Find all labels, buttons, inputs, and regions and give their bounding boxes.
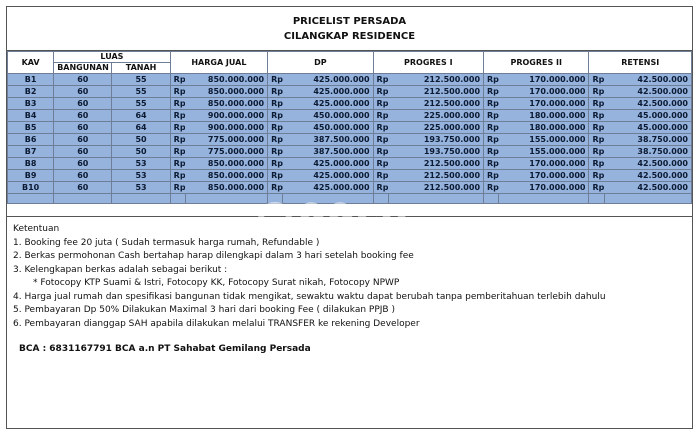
- cell-dp: 425.000.000: [283, 182, 373, 194]
- cell-progres-2: 170.000.000: [499, 98, 589, 110]
- pricelist-sheet: [6, 6, 693, 429]
- table-body: [8, 74, 692, 204]
- cell-progres-2-currency: Rp: [484, 110, 499, 122]
- table-row: [8, 182, 692, 194]
- cell-harga-jual: 850.000.000: [185, 158, 267, 170]
- header-tanah: TANAH: [112, 63, 170, 74]
- table-row: [8, 98, 692, 110]
- cell-bangunan: 60: [54, 74, 112, 86]
- cell-progres-1-currency: Rp: [373, 170, 388, 182]
- empty-cell: [112, 194, 170, 204]
- terms-item: 4. Harga jual rumah dan spesifikasi bangunan tidak mengikat, sewaktu waktu dapat berubah tanpa pemberitahuan terlebih dahulu: [13, 291, 606, 302]
- cell-retensi-currency: Rp: [589, 74, 604, 86]
- table-row: [8, 146, 692, 158]
- cell-progres-1-currency: Rp: [373, 122, 388, 134]
- cell-harga-jual-currency: Rp: [170, 98, 185, 110]
- cell-progres-2: 170.000.000: [499, 182, 589, 194]
- cell-progres-1: 212.500.000: [388, 98, 483, 110]
- cell-bangunan: 60: [54, 146, 112, 158]
- cell-harga-jual-currency: Rp: [170, 74, 185, 86]
- cell-progres-2: 180.000.000: [499, 110, 589, 122]
- cell-dp-currency: Rp: [268, 182, 283, 194]
- terms-item: 5. Pembayaran Dp 50% Dilakukan Maximal 3 hari dari booking Fee ( dilakukan PPJB ): [13, 305, 395, 315]
- empty-cell: [8, 194, 54, 204]
- cell-progres-1-currency: Rp: [373, 182, 388, 194]
- table-row: [8, 122, 692, 134]
- cell-harga-jual-currency: Rp: [170, 182, 185, 194]
- cell-dp: 450.000.000: [283, 110, 373, 122]
- cell-bangunan: 60: [54, 86, 112, 98]
- empty-cell: [54, 194, 112, 204]
- table-row-empty: [8, 194, 692, 204]
- table-row: [8, 170, 692, 182]
- header-retensi: RETENSI: [589, 52, 692, 74]
- cell-tanah: 53: [112, 158, 170, 170]
- terms-sub-item: * Fotocopy KTP Suami & Istri, Fotocopy KK, Fotocopy Surat nikah, Fotocopy NPWP: [33, 278, 400, 288]
- cell-progres-2: 180.000.000: [499, 122, 589, 134]
- cell-harga-jual-currency: Rp: [170, 110, 185, 122]
- terms-item: 3. Kelengkapan berkas adalah sebagai berikut :: [13, 264, 228, 275]
- cell-dp-currency: Rp: [268, 146, 283, 158]
- cell-progres-2-currency: Rp: [484, 170, 499, 182]
- cell-progres-1-currency: Rp: [373, 98, 388, 110]
- header-progres-1: PROGRES I: [373, 52, 483, 74]
- cell-tanah: 55: [112, 86, 170, 98]
- cell-harga-jual-currency: Rp: [170, 146, 185, 158]
- cell-retensi-currency: Rp: [589, 110, 604, 122]
- cell-dp: 425.000.000: [283, 158, 373, 170]
- cell-retensi-currency: Rp: [589, 182, 604, 194]
- cell-progres-2: 170.000.000: [499, 158, 589, 170]
- cell-bangunan: 60: [54, 110, 112, 122]
- cell-harga-jual-currency: Rp: [170, 170, 185, 182]
- cell-bangunan: 60: [54, 122, 112, 134]
- header-kav: KAV: [8, 52, 54, 74]
- cell-dp: 425.000.000: [283, 170, 373, 182]
- cell-bangunan: 60: [54, 98, 112, 110]
- empty-cell: [604, 194, 691, 204]
- cell-retensi-currency: Rp: [589, 134, 604, 146]
- cell-dp-currency: Rp: [268, 74, 283, 86]
- cell-tanah: 53: [112, 182, 170, 194]
- cell-harga-jual: 850.000.000: [185, 170, 267, 182]
- cell-harga-jual-currency: Rp: [170, 122, 185, 134]
- cell-kav: B8: [8, 158, 54, 170]
- cell-progres-1-currency: Rp: [373, 74, 388, 86]
- cell-dp-currency: Rp: [268, 122, 283, 134]
- cell-progres-2-currency: Rp: [484, 86, 499, 98]
- cell-tanah: 64: [112, 122, 170, 134]
- cell-dp: 425.000.000: [283, 86, 373, 98]
- cell-progres-2: 170.000.000: [499, 170, 589, 182]
- cell-retensi: 42.500.000: [604, 158, 691, 170]
- empty-cell: [185, 194, 267, 204]
- cell-retensi: 45.000.000: [604, 122, 691, 134]
- cell-retensi: 42.500.000: [604, 74, 691, 86]
- header-progres-2: PROGRES II: [484, 52, 589, 74]
- cell-kav: B5: [8, 122, 54, 134]
- watermark-text: 99co: [298, 196, 409, 242]
- cell-progres-1-currency: Rp: [373, 134, 388, 146]
- cell-retensi: 42.500.000: [604, 170, 691, 182]
- cell-dp: 425.000.000: [283, 74, 373, 86]
- terms-item: 6. Pembayaran dianggap SAH apabila dilakukan melalui TRANSFER ke rekening Developer: [13, 318, 420, 329]
- cell-progres-1-currency: Rp: [373, 110, 388, 122]
- empty-cell: [268, 194, 283, 204]
- table-row: [8, 110, 692, 122]
- cell-kav: B2: [8, 86, 54, 98]
- cell-dp: 425.000.000: [283, 98, 373, 110]
- cell-bangunan: 60: [54, 158, 112, 170]
- cell-bangunan: 60: [54, 170, 112, 182]
- cell-dp-currency: Rp: [268, 110, 283, 122]
- cell-kav: B9: [8, 170, 54, 182]
- cell-retensi-currency: Rp: [589, 86, 604, 98]
- empty-cell: [373, 194, 388, 204]
- terms-heading: Ketentuan: [13, 224, 60, 234]
- cell-progres-1: 212.500.000: [388, 86, 483, 98]
- cell-retensi-currency: Rp: [589, 122, 604, 134]
- cell-progres-2-currency: Rp: [484, 182, 499, 194]
- terms-section: [7, 216, 692, 357]
- cell-kav: B4: [8, 110, 54, 122]
- table-row: [8, 158, 692, 170]
- empty-cell: [170, 194, 185, 204]
- cell-retensi-currency: Rp: [589, 98, 604, 110]
- cell-progres-2: 155.000.000: [499, 134, 589, 146]
- terms-item: 1. Booking fee 20 juta ( Sudah termasuk harga rumah, Refundable ): [13, 237, 320, 248]
- header-luas: LUAS: [54, 52, 170, 63]
- cell-bangunan: 60: [54, 134, 112, 146]
- cell-kav: B3: [8, 98, 54, 110]
- cell-dp: 387.500.000: [283, 146, 373, 158]
- cell-progres-2-currency: Rp: [484, 146, 499, 158]
- cell-dp-currency: Rp: [268, 158, 283, 170]
- cell-progres-1-currency: Rp: [373, 86, 388, 98]
- cell-harga-jual: 850.000.000: [185, 74, 267, 86]
- cell-dp-currency: Rp: [268, 86, 283, 98]
- cell-dp-currency: Rp: [268, 98, 283, 110]
- cell-progres-1: 212.500.000: [388, 170, 483, 182]
- empty-cell: [484, 194, 499, 204]
- cell-tanah: 64: [112, 110, 170, 122]
- cell-retensi-currency: Rp: [589, 146, 604, 158]
- cell-dp: 387.500.000: [283, 134, 373, 146]
- cell-dp-currency: Rp: [268, 170, 283, 182]
- cell-bangunan: 60: [54, 182, 112, 194]
- cell-kav: B1: [8, 74, 54, 86]
- cell-progres-1: 193.750.000: [388, 146, 483, 158]
- empty-cell: [499, 194, 589, 204]
- cell-retensi: 38.750.000: [604, 146, 691, 158]
- cell-progres-2: 155.000.000: [499, 146, 589, 158]
- header-harga-jual: HARGA JUAL: [170, 52, 267, 74]
- empty-cell: [589, 194, 604, 204]
- empty-cell: [388, 194, 483, 204]
- cell-kav: B7: [8, 146, 54, 158]
- table-row: [8, 134, 692, 146]
- bank-account: BCA : 6831167791 BCA a.n PT Sahabat Gemilang Persada: [19, 344, 311, 354]
- cell-kav: B6: [8, 134, 54, 146]
- cell-tanah: 55: [112, 98, 170, 110]
- cell-retensi: 42.500.000: [604, 98, 691, 110]
- cell-tanah: 55: [112, 74, 170, 86]
- cell-progres-2-currency: Rp: [484, 134, 499, 146]
- cell-progres-1-currency: Rp: [373, 146, 388, 158]
- cell-retensi: 38.750.000: [604, 134, 691, 146]
- header-dp: DP: [268, 52, 373, 74]
- cell-tanah: 50: [112, 146, 170, 158]
- cell-harga-jual: 775.000.000: [185, 134, 267, 146]
- cell-harga-jual-currency: Rp: [170, 158, 185, 170]
- cell-harga-jual: 900.000.000: [185, 122, 267, 134]
- header-bangunan: BANGUNAN: [54, 63, 112, 74]
- cell-progres-1-currency: Rp: [373, 158, 388, 170]
- cell-progres-2-currency: Rp: [484, 122, 499, 134]
- cell-tanah: 50: [112, 134, 170, 146]
- cell-harga-jual: 850.000.000: [185, 98, 267, 110]
- price-table: [7, 51, 692, 204]
- cell-dp-currency: Rp: [268, 134, 283, 146]
- cell-progres-2-currency: Rp: [484, 74, 499, 86]
- cell-progres-2: 170.000.000: [499, 74, 589, 86]
- cell-kav: B10: [8, 182, 54, 194]
- empty-cell: [283, 194, 373, 204]
- cell-retensi: 42.500.000: [604, 182, 691, 194]
- cell-harga-jual-currency: Rp: [170, 134, 185, 146]
- cell-harga-jual: 900.000.000: [185, 110, 267, 122]
- cell-progres-1: 212.500.000: [388, 182, 483, 194]
- cell-progres-1: 225.000.000: [388, 122, 483, 134]
- table-row: [8, 86, 692, 98]
- cell-progres-1: 225.000.000: [388, 110, 483, 122]
- cell-progres-2: 170.000.000: [499, 86, 589, 98]
- cell-progres-1: 193.750.000: [388, 134, 483, 146]
- cell-tanah: 53: [112, 170, 170, 182]
- cell-progres-2-currency: Rp: [484, 98, 499, 110]
- cell-progres-1: 212.500.000: [388, 74, 483, 86]
- table-header: [8, 52, 692, 74]
- cell-harga-jual: 850.000.000: [185, 86, 267, 98]
- cell-retensi-currency: Rp: [589, 170, 604, 182]
- cell-retensi: 45.000.000: [604, 110, 691, 122]
- cell-harga-jual: 775.000.000: [185, 146, 267, 158]
- title-block: [7, 7, 692, 51]
- page-title: PRICELIST PERSADA: [292, 15, 407, 27]
- cell-progres-1: 212.500.000: [388, 158, 483, 170]
- cell-progres-2-currency: Rp: [484, 158, 499, 170]
- cell-retensi: 42.500.000: [604, 86, 691, 98]
- terms-item: 2. Berkas permohonan Cash bertahap harap dilengkapi dalam 3 hari setelah booking fee: [13, 251, 414, 261]
- cell-retensi-currency: Rp: [589, 158, 604, 170]
- cell-dp: 450.000.000: [283, 122, 373, 134]
- cell-harga-jual-currency: Rp: [170, 86, 185, 98]
- page-subtitle: CILANGKAP RESIDENCE: [283, 30, 416, 42]
- table-row: [8, 74, 692, 86]
- cell-harga-jual: 850.000.000: [185, 182, 267, 194]
